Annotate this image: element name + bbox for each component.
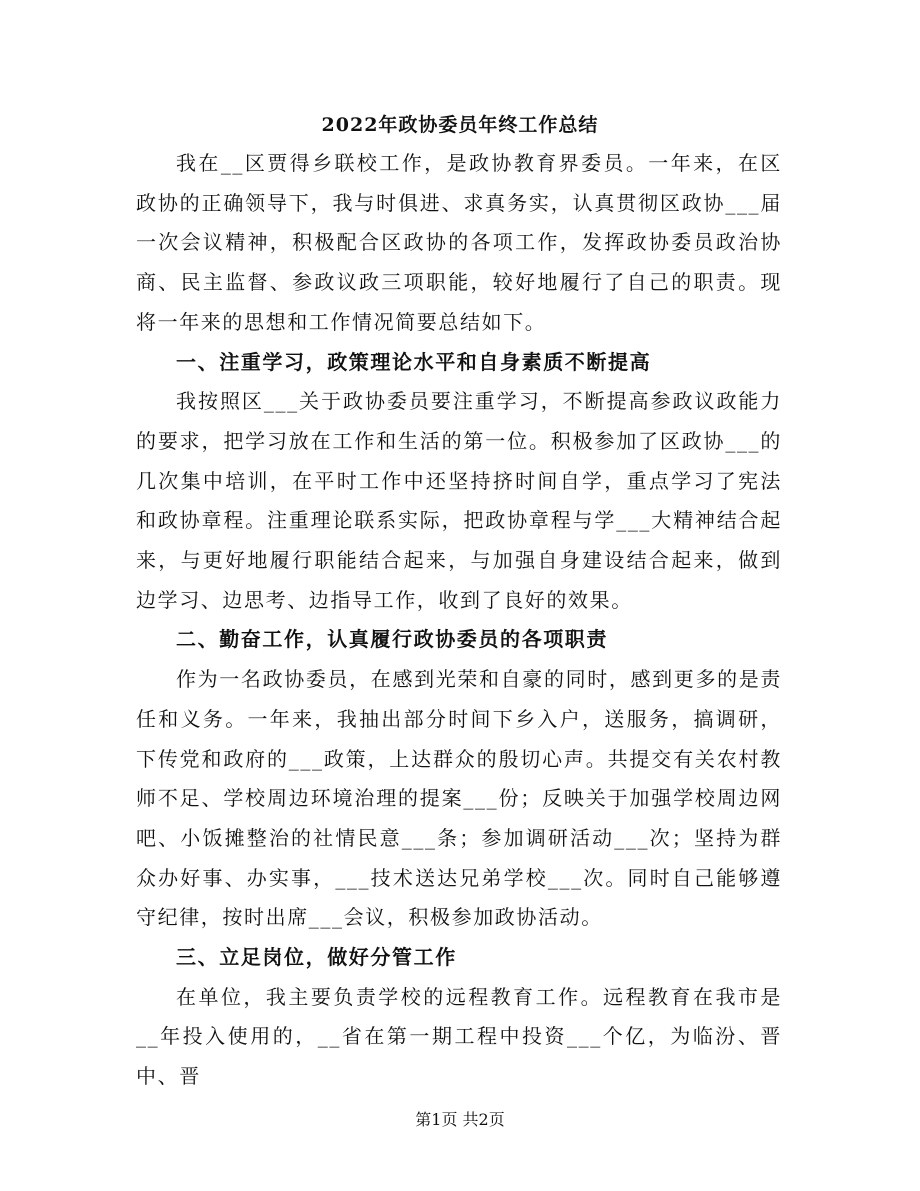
- section-heading-2: 二、勤奋工作，认真履行政协委员的各项职责: [176, 627, 608, 652]
- section-heading-1: 一、注重学习，政策理论水平和自身素质不断提高: [176, 349, 652, 374]
- intro-paragraph: 我在__区贾得乡联校工作，是政协教育界委员。一年来，在区政协的正确领导下，我与时俱进、求真务实，认真贯彻区政协___届一次会议精神，积极配合区政协的各项工作，发挥政协委员政治协商、民主监督、参政议政三项职能，较好地履行了自己的职责。现将一年来的思想和工作情况简要总结如下。: [136, 151, 782, 334]
- section-heading-3: 三、立足岗位，做好分管工作: [176, 945, 457, 970]
- document-title: 2022年政协委员年终工作总结: [321, 114, 599, 136]
- page-number-footer: 第1页 共2页: [415, 1110, 505, 1129]
- section-2-paragraph: 作为一名政协委员，在感到光荣和自豪的同时，感到更多的是责任和义务。一年来，我抽出部分时间下乡入户，送服务，搞调研，下传党和政府的___政策，上达群众的殷切心声。共提交有关农村教师不足、学校周边环境治理的提案___份；反映关于加强学校周边网吧、小饭摊整治的社情民意___条；参加调研活动___次；坚持为群众办好事、办实事，___技术送达兄弟学校___次。同时自己能够遵守纪律，按时出席___会议，积极参加政协活动。: [136, 667, 782, 930]
- section-1-paragraph: 我按照区___关于政协委员要注重学习，不断提高参政议政能力的要求，把学习放在工作和生活的第一位。积极参加了区政协___的几次集中培训，在平时工作中还坚持挤时间自学，重点学习了宪法和政协章程。注重理论联系实际，把政协章程与学___大精神结合起来，与更好地履行职能结合起来，与加强自身建设结合起来，做到边学习、边思考、边指导工作，收到了良好的效果。: [136, 389, 782, 612]
- document-body: [136, 144, 782, 1097]
- section-3-paragraph: 在单位，我主要负责学校的远程教育工作。远程教育在我市是__年投入使用的，__省在第一期工程中投资___个亿，为临汾、晋中、晋: [136, 984, 782, 1089]
